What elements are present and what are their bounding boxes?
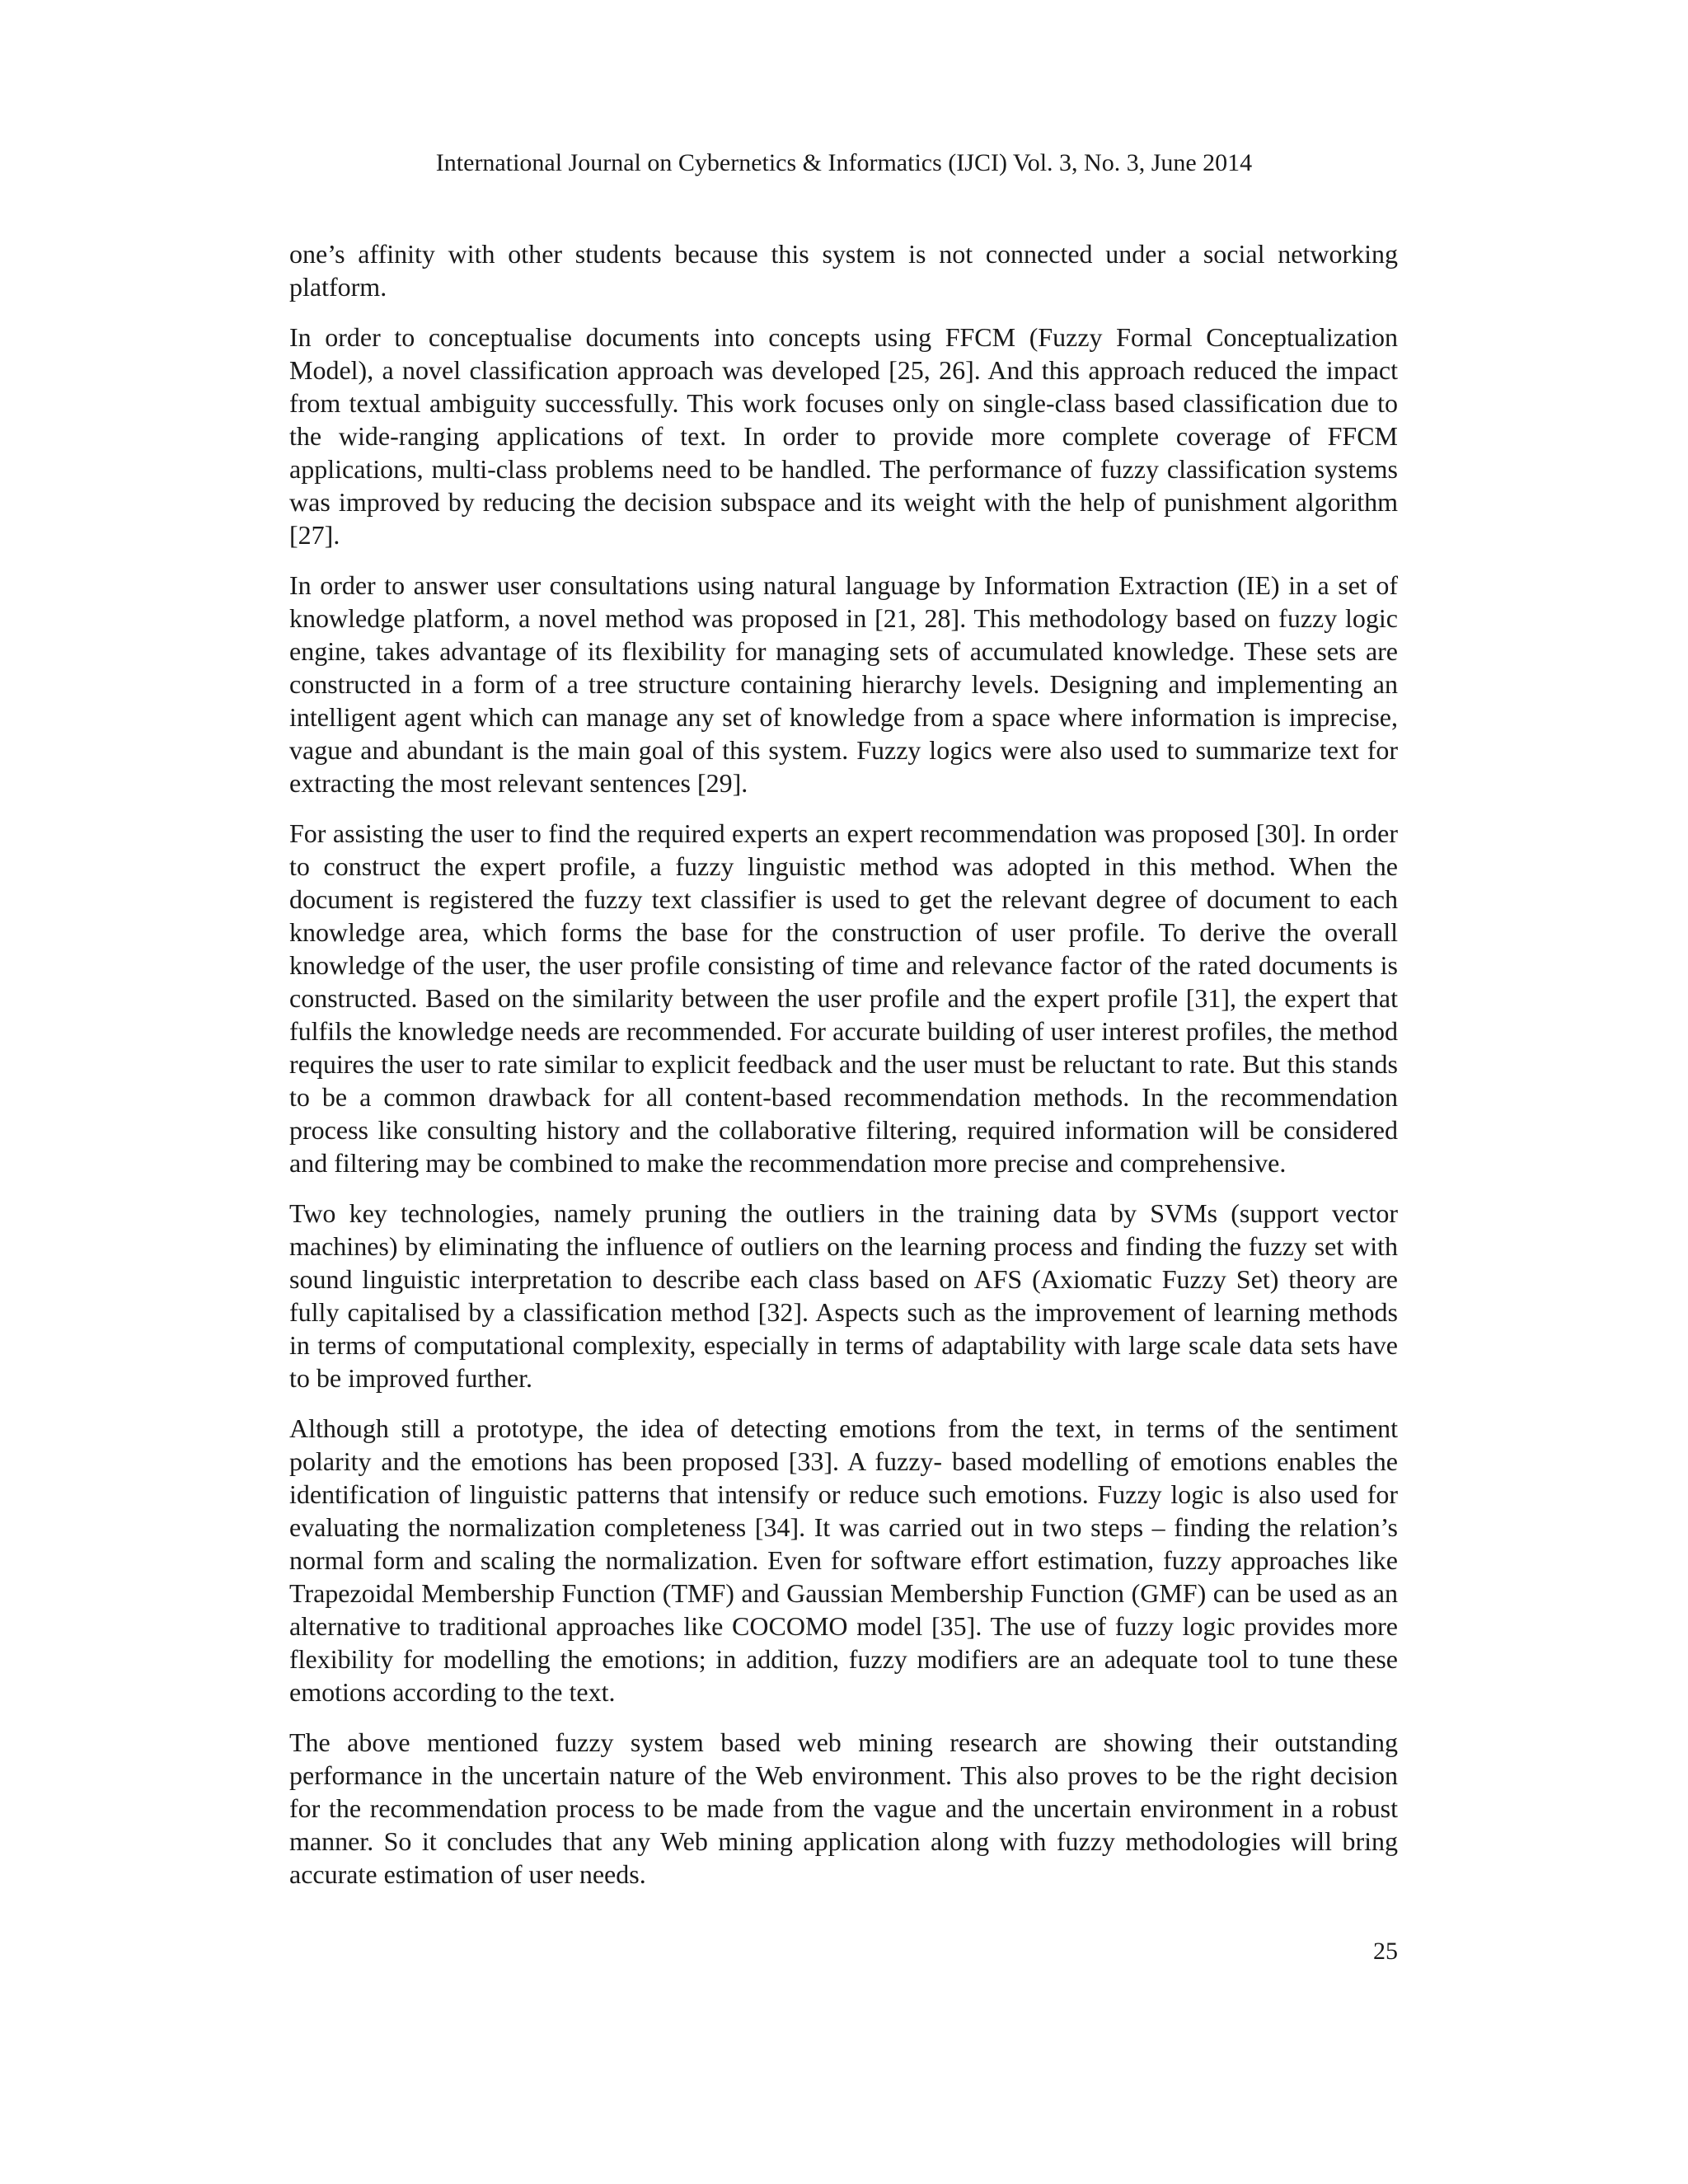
- running-header: International Journal on Cybernetics & Informatics (IJCI) Vol. 3, No. 3, June 2014: [435, 149, 1253, 176]
- page-number: 25: [1373, 1938, 1398, 1965]
- paragraph-emotion-detection: Although still a prototype, the idea of detecting emotions from the text, in terms of the sentiment polarity and the emotions has been proposed [33]. A fuzzy- based modelling of emotions enables the identification of linguistic patterns that intensify or reduce such emotions. Fuzzy logic is also used for evaluating the normalization completeness [34]. It was carried out in two steps – finding the relation’s normal form and scaling the normalization. Even for software effort estimation, fuzzy approaches like Trapezoidal Membership Function (TMF) and Gaussian Membership Function (GMF) can be used as an alternative to traditional approaches like COCOMO model [35]. The use of fuzzy logic provides more flexibility for modelling the emotions; in addition, fuzzy modifiers are an adequate tool to tune these emotions according to the text.: [289, 1413, 1398, 1707]
- paragraph-ffcm-classification: In order to conceptualise documents into concepts using FFCM (Fuzzy Formal Conceptualization Model), a novel classification approach was developed [25, 26]. And this approach reduced the impact from textual ambiguity successfully. This work focuses only on single-class based classification due to the wide-ranging applications of text. In order to provide more complete coverage of FFCM applications, multi-class problems need to be handled. The performance of fuzzy classification systems was improved by reducing the decision subspace and its weight with the help of punishment algorithm [27].: [289, 322, 1398, 550]
- paragraph-svm-afs-classification: Two key technologies, namely pruning the outliers in the training data by SVMs (support vector machines) by eliminating the influence of outliers on the learning process and finding the fuzzy set with sound linguistic interpretation to describe each class based on AFS (Axiomatic Fuzzy Set) theory are fully capitalised by a classification method [32]. Aspects such as the improvement of learning methods in terms of computational complexity, especially in terms of adaptability with large scale data sets have to be improved further.: [289, 1198, 1398, 1393]
- paragraph-information-extraction: In order to answer user consultations using natural language by Information Extraction (IE) in a set of knowledge platform, a novel method was proposed in [21, 28]. This methodology based on fuzzy logic engine, takes advantage of its flexibility for managing sets of accumulated knowledge. These sets are constructed in a form of a tree structure containing hierarchy levels. Designing and implementing an intelligent agent which can manage any set of knowledge from a space where information is imprecise, vague and abundant is the main goal of this system. Fuzzy logics were also used to summarize text for extracting the most relevant sentences [29].: [289, 570, 1398, 798]
- paragraph-continuation: one’s affinity with other students because this system is not connected under a social networking platform.: [289, 239, 1398, 302]
- body-text: [289, 237, 1398, 1908]
- paragraph-expert-recommendation: For assisting the user to find the required experts an expert recommendation was proposed [30]. In order to construct the expert profile, a fuzzy linguistic method was adopted in this method. When the document is registered the fuzzy text classifier is used to get the relevant degree of document to each knowledge area, which forms the base for the construction of user profile. To derive the overall knowledge of the user, the user profile consisting of time and relevance factor of the rated documents is constructed. Based on the similarity between the user profile and the expert profile [31], the expert that fulfils the knowledge needs are recommended. For accurate building of user interest profiles, the method requires the user to rate similar to explicit feedback and the user must be reluctant to rate. But this stands to be a common drawback for all content-based recommendation methods. In the recommendation process like consulting history and the collaborative filtering, required information will be considered and filtering may be combined to make the recommendation more precise and comprehensive.: [289, 818, 1398, 1178]
- paragraph-conclusion: The above mentioned fuzzy system based web mining research are showing their outstanding performance in the uncertain nature of the Web environment. This also proves to be the right decision for the recommendation process to be made from the vague and the uncertain environment in a robust manner. So it concludes that any Web mining application along with fuzzy methodologies will bring accurate estimation of user needs.: [289, 1727, 1398, 1889]
